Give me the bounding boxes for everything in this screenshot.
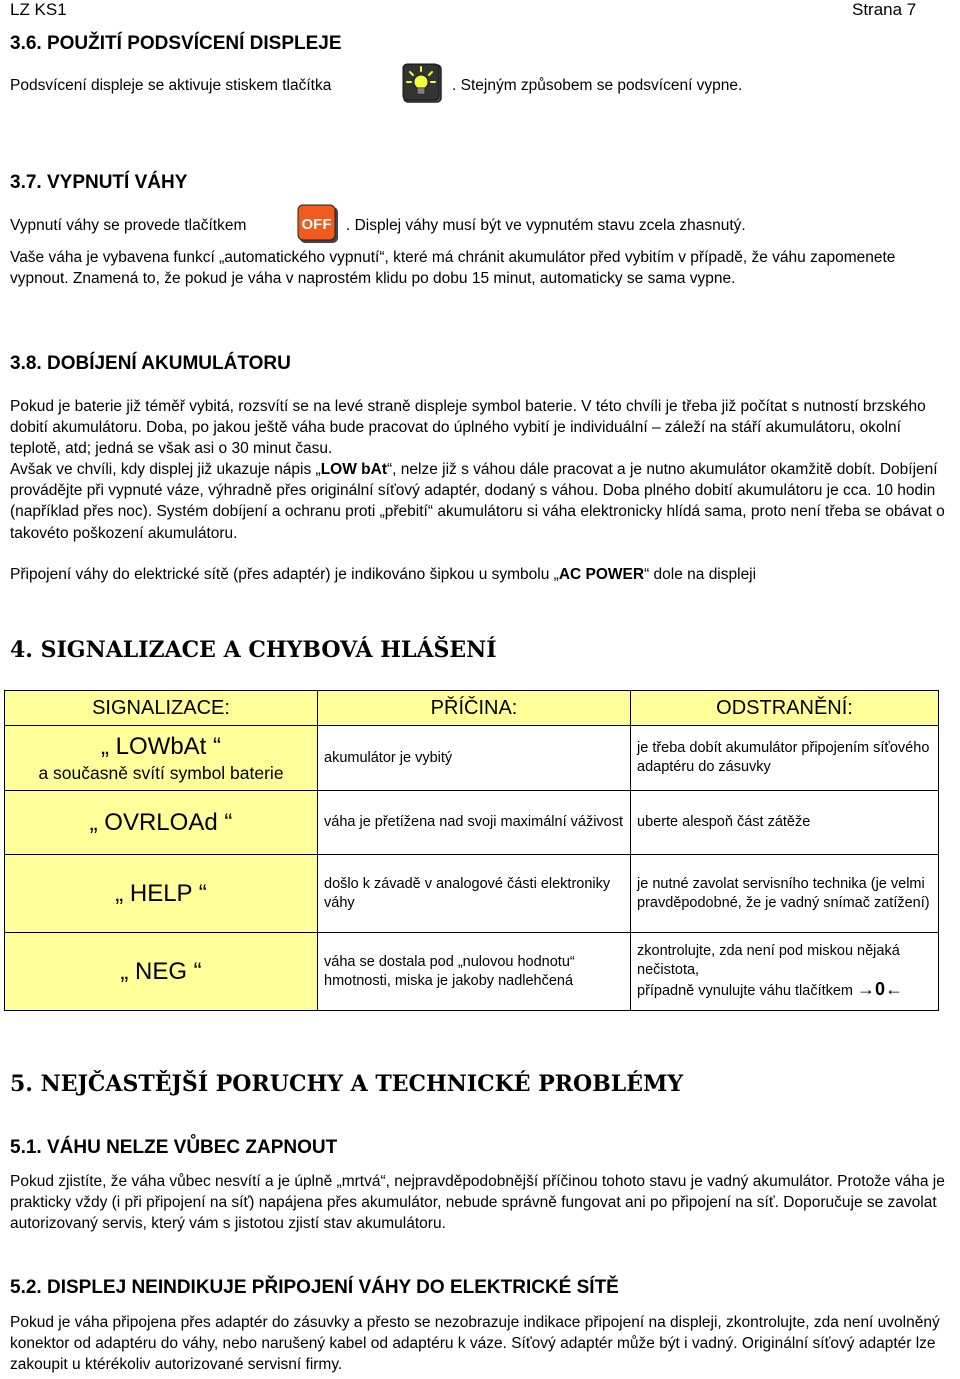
cause-cell: akumulátor je vybitý	[318, 726, 631, 791]
signal-code-cell	[5, 933, 318, 1011]
cause-cell: váha je přetížena nad svoji maximální váživost	[318, 791, 631, 855]
charging-paragraph-2	[10, 459, 950, 544]
header-signalization: SIGNALIZACE:	[5, 691, 318, 726]
section-title-3-6: 3.6. POUŽITÍ PODSVÍCENÍ DISPLEJE	[10, 33, 342, 54]
fix-cell: je třeba dobít akumulátor připojením síťového adaptéru do zásuvky	[631, 726, 939, 791]
off-button-icon	[297, 204, 339, 244]
ac-power-label: AC POWER	[558, 566, 645, 583]
fix-text-2: případně vynulujte váhu tlačítkem	[637, 983, 854, 999]
section-title-5-2: 5.2. DISPLEJ NEINDIKUJE PŘIPOJENÍ VÁHY DO ELEKTRICKÉ SÍTĚ	[10, 1277, 619, 1298]
signalization-table	[4, 690, 939, 1011]
fix-cell	[631, 933, 939, 1011]
signal-code: „ OVRLOAd “	[89, 808, 233, 836]
low-bat-label: LOW bAt	[320, 461, 388, 478]
table-header-row	[5, 691, 939, 726]
backlight-bulb-icon	[402, 63, 443, 104]
section-title-3-8: 3.8. DOBÍJENÍ AKUMULÁTORU	[10, 353, 291, 374]
table-row	[5, 933, 939, 1011]
off-text-after: . Displej váhy musí být ve vypnutém stavu zcela zhasnutý.	[346, 217, 746, 234]
chapter-title-4: 4. SIGNALIZACE A CHYBOVÁ HLÁŠENÍ	[10, 637, 497, 663]
table-row	[5, 791, 939, 855]
off-text-before: Vypnutí váhy se provede tlačítkem	[10, 217, 247, 234]
table-row	[5, 726, 939, 791]
section-title-5-1: 5.1. VÁHU NELZE VŮBEC ZAPNOUT	[10, 1137, 338, 1158]
table-row	[5, 855, 939, 933]
section-5-1-paragraph: Pokud zjistíte, že váha vůbec nesvítí a je úplně „mrtvá“, nejpravděpodobnější příčinou tohoto stavu je vadný akumulátor. Protože váha je prakticky vždy (i při připojení na síť) napájena přes akumulátor, nebude správně fungovat ani po připojení na síť. Doporučuje se zavolat autorizovaný servis, který vám s jistotou zjistí stav akumulátoru.	[10, 1173, 945, 1233]
header-fix: ODSTRANĚNÍ:	[631, 691, 939, 726]
signal-code: „ NEG “	[120, 957, 202, 985]
fix-text: zkontrolujte, zda není pod miskou nějaká nečistota,	[637, 943, 900, 978]
page-number: Strana 7	[852, 0, 917, 19]
off-button-label: OFF	[301, 216, 332, 233]
ac-power-text-a: Připojení váhy do elektrické sítě (přes adaptér) je indikováno šipkou u symbolu „	[10, 566, 559, 583]
backlight-text-before: Podsvícení displeje se aktivuje stiskem tlačítka	[10, 77, 332, 94]
chapter-title-5: 5. NEJČASTĚJŠÍ PORUCHY A TECHNICKÉ PROBLÉMY	[10, 1071, 684, 1097]
doc-code: LZ KS1	[10, 0, 67, 19]
signal-code-cell	[5, 791, 318, 855]
header-cause: PŘÍČINA:	[318, 691, 631, 726]
signal-code-cell	[5, 726, 318, 791]
charging-paragraph-1: Pokud je baterie již téměř vybitá, rozsvítí se na levé straně displeje symbol baterie. V této chvíli je třeba již počítat s nutností brzského dobití akumulátoru. Doba, po jakou ještě váha bude pracovat do úplného vybití je individuální – záleží na stáří akumulátoru, okolní teplotě, atd; jedná se však asi o 30 minut času.	[10, 398, 926, 458]
signal-sub: a současně svítí symbol baterie	[38, 762, 284, 783]
ac-power-paragraph	[10, 564, 950, 585]
signal-code: „ HELP “	[115, 879, 207, 907]
fix-cell: je nutné zavolat servisního technika (je velmi pravděpodobné, že je vadný snímač zatížení)	[631, 855, 939, 933]
cause-cell: došlo k závadě v analogové části elektroniky váhy	[318, 855, 631, 933]
backlight-text-after: . Stejným způsobem se podsvícení vypne.	[452, 77, 743, 94]
signal-code-cell	[5, 855, 318, 933]
charging-para2-text-a: Avšak ve chvíli, kdy displej již ukazuje nápis „	[10, 461, 321, 478]
charging-para2-text-b: “, nelze již s váhou dále pracovat a je nutno akumulátor okamžitě dobít. Dobíjení provádějte při vypnuté váze, výhradně přes originální síťový adaptér, dodaný s váhou. Doba plného dobití akumulátoru je cca. 10 hodin (například přes noc). Systém dobíjení a ochranu proti „přebití“ akumulátoru si váha elektronicky hlídá sama, proto není třeba se obávat o takovéto poškození akumulátoru.	[10, 461, 945, 542]
section-5-2-paragraph: Pokud je váha připojena přes adaptér do zásuvky a přesto se nezobrazuje indikace připojení na displeji, zkontrolujte, zda není uvolněný konektor od adaptéru do váhy, nebo narušený kabel od adaptéru k váze. Síťový adaptér může být i vadný. Originální síťový adaptér lze zakoupit u ktérékoliv autorizované servisní firmy.	[10, 1314, 940, 1374]
zero-key-icon: →0←	[857, 979, 904, 999]
auto-off-paragraph: Vaše váha je vybavena funkcí „automatického vypnutí“, které má chránit akumulátor před vybitím v případě, že váhu zapomenete vypnout. Znamená to, že pokud je váha v naprostém klidu po dobu 15 minut, automaticky se sama vypne.	[10, 249, 896, 288]
ac-power-text-b: “ dole na displeji	[644, 566, 757, 583]
cause-cell: váha se dostala pod „nulovou hodnotu“ hmotnosti, miska je jakoby nadlehčená	[318, 933, 631, 1011]
signal-code: „ LOWbAt “	[100, 732, 221, 760]
section-title-3-7: 3.7. VYPNUTÍ VÁHY	[10, 172, 188, 193]
fix-cell: uberte alespoň část zátěže	[631, 791, 939, 855]
